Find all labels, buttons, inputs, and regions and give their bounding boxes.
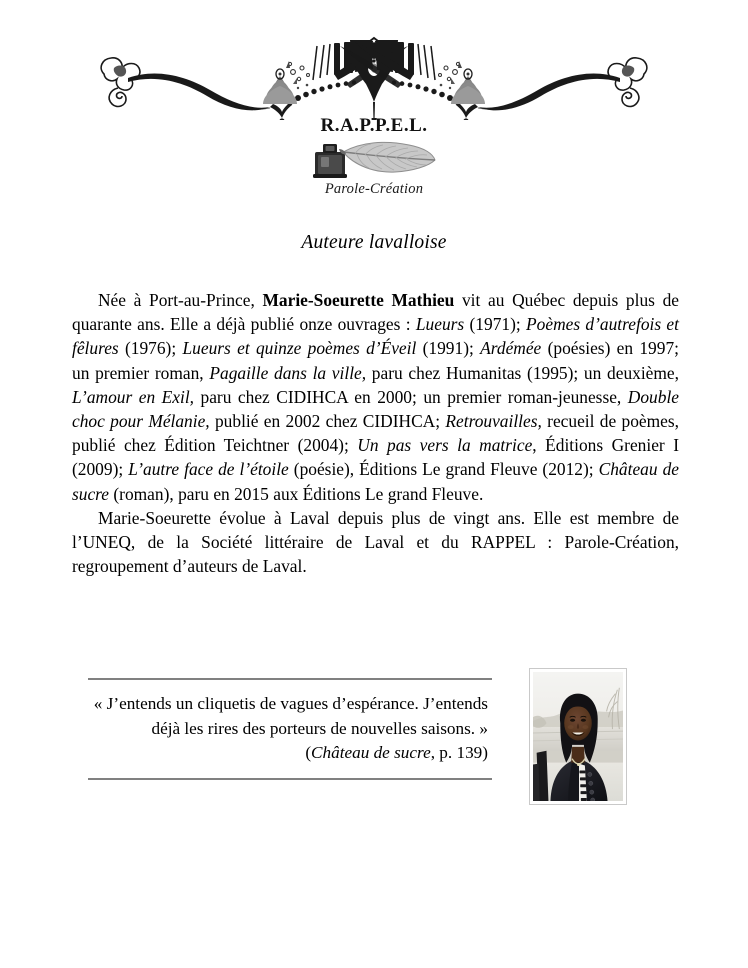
decorative-victorian-flourish-ornament [94, 28, 654, 120]
paragraph-affiliations: Marie-Soeurette évolue à Laval depuis plus de vingt ans. Elle est membre de l’UNEQ, de la Société littéraire de Laval et du RAPPEL : Parole-Création, regroupement d’auteurs de Laval. [72, 507, 679, 577]
rappel-wordmark: R.A.P.P.E.L. [320, 115, 428, 136]
quote-bottom-rule [88, 778, 492, 780]
page-title: Auteure lavalloise [301, 232, 447, 253]
article-body [72, 288, 679, 578]
parole-creation-tagline: Parole-Création [324, 180, 424, 197]
author-portrait-frame [529, 668, 627, 805]
paragraph-bio: Née à Port-au-Prince, Marie-Soeurette Mathieu vit au Québec depuis plus de quarante ans. Elle a déjà publié onze ouvrages : Lueurs (1971); Poèmes d’autrefois et fêlures (1976); Lueurs et quinze poèmes d’Éveil (1991); Ardémée (poésies) en 1997; un premier roman, Pagaille dans la ville, paru chez Humanitas (1995); un deuxième, L’amour en Exil, paru chez CIDIHCA en 2000; un premier roman-jeunesse, Double choc pour Mélanie, publié en 2002 chez CIDIHCA; Retrouvailles, recueil de poèmes, publié chez Édition Teichtner (2004); Un pas vers la matrice, Éditions Grenier I (2009); L’autre face de l’étoile (poésie), Éditions Le grand Fleuve (2012); Château de sucre (roman), paru en 2015 aux Éditions Le grand Fleuve. [72, 290, 680, 504]
document-header [0, 28, 748, 198]
quote-text: « J’entends un cliquetis de vagues d’espérance. J’entends déjà les rires des porteurs de nouvelles saisons. » (Château de sucre, p. 139) [93, 694, 488, 762]
inkwell-quill-icon [0, 138, 748, 180]
rappel-logo [0, 116, 748, 198]
author-portrait-photo [533, 672, 623, 801]
pull-quote-block [88, 678, 492, 780]
